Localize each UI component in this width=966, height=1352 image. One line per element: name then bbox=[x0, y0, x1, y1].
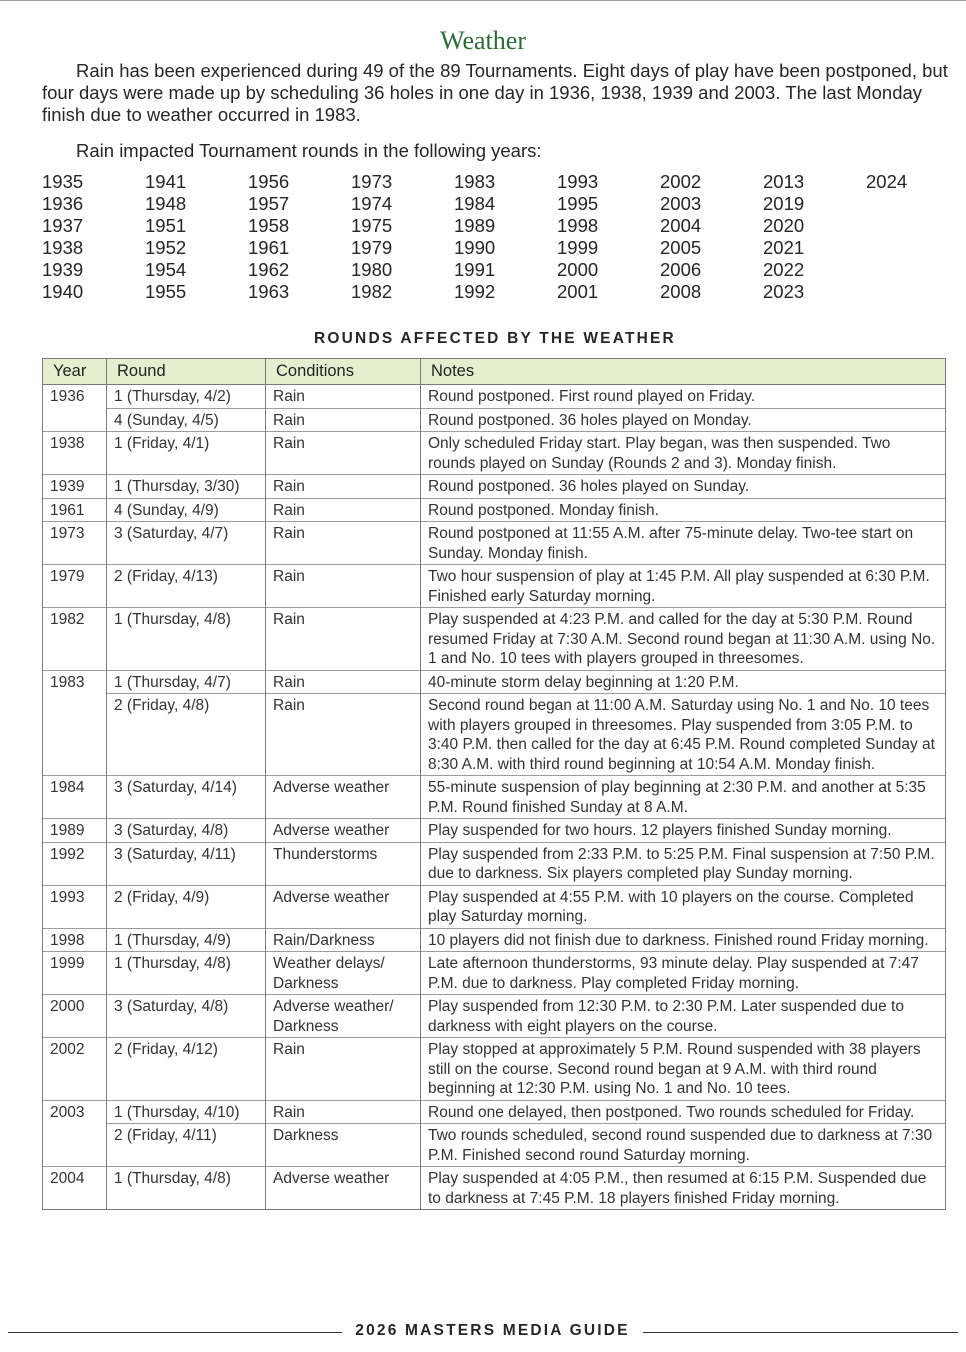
cell-year: 1979 bbox=[43, 565, 107, 608]
year-item: 1991 bbox=[454, 259, 496, 280]
cell-notes: Play suspended at 4:05 P.M., then resumed at 6:15 P.M. Suspended due to darkness at 7:45 P.M. 18 players finished Friday morning. bbox=[421, 1167, 946, 1210]
year-item: 2000 bbox=[557, 259, 599, 280]
year-item: 1963 bbox=[248, 281, 290, 302]
cell-year: 2003 bbox=[43, 1100, 107, 1124]
year-item: 2019 bbox=[763, 193, 805, 214]
year-item: 1952 bbox=[145, 237, 187, 258]
cell-notes: Round postponed. Monday finish. bbox=[421, 498, 946, 522]
footer-text: 2026 MASTERS MEDIA GUIDE bbox=[355, 1322, 630, 1339]
cell-round: 1 (Thursday, 4/7) bbox=[107, 670, 266, 694]
footer bbox=[0, 1322, 966, 1344]
cell-notes: Only scheduled Friday start. Play began, was then suspended. Two rounds played on Sunday (Rounds 2 and 3). Monday finish. bbox=[421, 432, 946, 475]
table-row bbox=[43, 928, 946, 952]
table-row bbox=[43, 694, 946, 776]
cell-conditions: Rain bbox=[266, 608, 421, 671]
cell-conditions: Adverse weather bbox=[266, 885, 421, 928]
cell-notes: 55-minute suspension of play beginning at 2:30 P.M. and another at 5:35 P.M. Round finished Sunday at 8 A.M. bbox=[421, 776, 946, 819]
years-lead-text: Rain impacted Tournament rounds in the following years: bbox=[76, 140, 542, 161]
year-item: 2020 bbox=[763, 215, 805, 236]
cell-year: 1982 bbox=[43, 608, 107, 671]
table-title: ROUNDS AFFECTED BY THE WEATHER bbox=[314, 330, 676, 347]
cell-conditions: Rain bbox=[266, 432, 421, 475]
table-row bbox=[43, 408, 946, 432]
cell-year: 1992 bbox=[43, 842, 107, 885]
cell-notes: Two hour suspension of play at 1:45 P.M. All play suspended at 6:30 P.M. Finished early Saturday morning. bbox=[421, 565, 946, 608]
cell-round: 1 (Thursday, 3/30) bbox=[107, 475, 266, 499]
cell-conditions: Rain bbox=[266, 670, 421, 694]
year-item: 2006 bbox=[660, 259, 702, 280]
table-row bbox=[43, 995, 946, 1038]
year-column bbox=[660, 171, 763, 303]
year-item: 1999 bbox=[557, 237, 599, 258]
table-header-row bbox=[43, 359, 946, 385]
cell-conditions: Rain bbox=[266, 408, 421, 432]
cell-notes: Second round began at 11:00 A.M. Saturday using No. 1 and No. 10 tees with players grouped in threesomes. Play suspended from 3:05 P.M. to 3:40 P.M. then called for the day at 6:45 P.M. Round completed Sunday at 8:30 A.M. with third round beginning at 10:54 A.M. Monday finish. bbox=[421, 694, 946, 776]
year-item: 1961 bbox=[248, 237, 290, 258]
cell-conditions: Rain bbox=[266, 498, 421, 522]
cell-notes: Round postponed. 36 holes played on Sunday. bbox=[421, 475, 946, 499]
year-item: 2024 bbox=[866, 171, 908, 192]
cell-year: 1984 bbox=[43, 776, 107, 819]
table-row bbox=[43, 1167, 946, 1210]
top-rule bbox=[0, 0, 966, 1]
table-row bbox=[43, 1100, 946, 1124]
year-column bbox=[557, 171, 660, 303]
cell-round: 3 (Saturday, 4/14) bbox=[107, 776, 266, 819]
footer-rule-right bbox=[643, 1332, 958, 1333]
cell-round: 2 (Friday, 4/13) bbox=[107, 565, 266, 608]
year-item: 1939 bbox=[42, 259, 84, 280]
intro-text: Rain has been experienced during 49 of the 89 Tournaments. Eight days of play have been postponed, but four days were made up by scheduling 36 holes in one day in 1936, 1938, 1939 and 2003. The last Monday finish due to weather occurred in 1983. bbox=[42, 60, 948, 125]
cell-round: 1 (Thursday, 4/8) bbox=[107, 1167, 266, 1210]
table-row bbox=[43, 952, 946, 995]
year-item: 2021 bbox=[763, 237, 805, 258]
cell-notes: Play suspended from 2:33 P.M. to 5:25 P.M. Final suspension at 7:50 P.M. due to darkness. Six players completed play Sunday morning. bbox=[421, 842, 946, 885]
cell-year: 1999 bbox=[43, 952, 107, 995]
year-item: 1995 bbox=[557, 193, 599, 214]
year-item: 2001 bbox=[557, 281, 599, 302]
cell-round: 2 (Friday, 4/8) bbox=[107, 694, 266, 776]
table-row bbox=[43, 522, 946, 565]
table-row bbox=[43, 565, 946, 608]
year-item: 2008 bbox=[660, 281, 702, 302]
cell-notes: Play suspended for two hours. 12 players finished Sunday morning. bbox=[421, 819, 946, 843]
year-item: 1937 bbox=[42, 215, 84, 236]
cell-conditions: Rain bbox=[266, 1100, 421, 1124]
year-item: 2022 bbox=[763, 259, 805, 280]
cell-year: 1998 bbox=[43, 928, 107, 952]
cell-notes: Play suspended at 4:23 P.M. and called for the day at 5:30 P.M. Round resumed Friday at 7:30 A.M. Second round began at 11:30 A.M. using No. 1 and No. 10 tees with players grouped in threesomes. bbox=[421, 608, 946, 671]
page-title: Weather bbox=[440, 26, 526, 55]
table-row bbox=[43, 475, 946, 499]
cell-year: 1983 bbox=[43, 670, 107, 694]
year-item: 1974 bbox=[351, 193, 393, 214]
cell-year: 1989 bbox=[43, 819, 107, 843]
cell-year bbox=[43, 1124, 107, 1167]
cell-conditions: Thunderstorms bbox=[266, 842, 421, 885]
year-item: 1938 bbox=[42, 237, 84, 258]
year-column bbox=[866, 171, 966, 303]
cell-round: 3 (Saturday, 4/11) bbox=[107, 842, 266, 885]
cell-round: 4 (Sunday, 4/5) bbox=[107, 408, 266, 432]
year-item: 2002 bbox=[660, 171, 702, 192]
year-item: 2013 bbox=[763, 171, 805, 192]
cell-notes: Two rounds scheduled, second round suspended due to darkness at 7:30 P.M. Finished second round Saturday morning. bbox=[421, 1124, 946, 1167]
cell-year: 1938 bbox=[43, 432, 107, 475]
cell-notes: Play suspended from 12:30 P.M. to 2:30 P.M. Later suspended due to darkness with eight players on the course. bbox=[421, 995, 946, 1038]
year-item: 1936 bbox=[42, 193, 84, 214]
cell-year: 1936 bbox=[43, 385, 107, 409]
table-row bbox=[43, 498, 946, 522]
cell-conditions: Rain bbox=[266, 385, 421, 409]
year-item: 1935 bbox=[42, 171, 84, 192]
cell-notes: Round one delayed, then postponed. Two rounds scheduled for Friday. bbox=[421, 1100, 946, 1124]
year-item: 1983 bbox=[454, 171, 496, 192]
year-item: 1993 bbox=[557, 171, 599, 192]
year-item: 1956 bbox=[248, 171, 290, 192]
cell-notes: Late afternoon thunderstorms, 93 minute delay. Play suspended at 7:47 P.M. due to darkness. Play completed Friday morning. bbox=[421, 952, 946, 995]
year-item: 1984 bbox=[454, 193, 496, 214]
year-column bbox=[763, 171, 866, 303]
cell-conditions: Rain bbox=[266, 522, 421, 565]
cell-round: 1 (Thursday, 4/10) bbox=[107, 1100, 266, 1124]
cell-year: 1973 bbox=[43, 522, 107, 565]
year-item: 1958 bbox=[248, 215, 290, 236]
year-item: 2005 bbox=[660, 237, 702, 258]
year-item: 1975 bbox=[351, 215, 393, 236]
cell-round: 1 (Thursday, 4/8) bbox=[107, 952, 266, 995]
year-column bbox=[42, 171, 145, 303]
year-item: 1979 bbox=[351, 237, 393, 258]
cell-notes: Round postponed at 11:55 A.M. after 75-minute delay. Two-tee start on Sunday. Monday finish. bbox=[421, 522, 946, 565]
year-column bbox=[454, 171, 557, 303]
year-item: 1962 bbox=[248, 259, 290, 280]
cell-round: 3 (Saturday, 4/7) bbox=[107, 522, 266, 565]
table-row bbox=[43, 885, 946, 928]
cell-notes: Play stopped at approximately 5 P.M. Round suspended with 38 players still on the course. Second round began at 9 A.M. with third round beginning at 12:30 P.M. using No. 1 and No. 10 tees. bbox=[421, 1038, 946, 1101]
rounds-table bbox=[42, 358, 946, 1210]
table-row bbox=[43, 385, 946, 409]
cell-round: 3 (Saturday, 4/8) bbox=[107, 995, 266, 1038]
table-row bbox=[43, 1038, 946, 1101]
table-row bbox=[43, 1124, 946, 1167]
year-item: 1955 bbox=[145, 281, 187, 302]
cell-conditions: Adverse weather bbox=[266, 819, 421, 843]
cell-round: 1 (Thursday, 4/8) bbox=[107, 608, 266, 671]
year-column bbox=[248, 171, 351, 303]
cell-notes: Round postponed. First round played on Friday. bbox=[421, 385, 946, 409]
year-column bbox=[351, 171, 454, 303]
cell-conditions: Rain bbox=[266, 475, 421, 499]
footer-rule-left bbox=[8, 1332, 342, 1333]
year-item: 1954 bbox=[145, 259, 187, 280]
table-row bbox=[43, 608, 946, 671]
year-item: 1982 bbox=[351, 281, 393, 302]
cell-notes: Play suspended at 4:55 P.M. with 10 players on the course. Completed play Saturday morning. bbox=[421, 885, 946, 928]
year-item: 1948 bbox=[145, 193, 187, 214]
year-item: 1941 bbox=[145, 171, 187, 192]
header-round: Round bbox=[107, 359, 266, 385]
cell-round: 3 (Saturday, 4/8) bbox=[107, 819, 266, 843]
table-row bbox=[43, 842, 946, 885]
header-conditions: Conditions bbox=[266, 359, 421, 385]
table-row bbox=[43, 432, 946, 475]
header-year: Year bbox=[43, 359, 107, 385]
table-row bbox=[43, 819, 946, 843]
cell-notes: Round postponed. 36 holes played on Monday. bbox=[421, 408, 946, 432]
year-item: 1989 bbox=[454, 215, 496, 236]
header-notes: Notes bbox=[421, 359, 946, 385]
year-item: 2003 bbox=[660, 193, 702, 214]
cell-conditions: Rain bbox=[266, 694, 421, 776]
cell-conditions: Darkness bbox=[266, 1124, 421, 1167]
year-column bbox=[145, 171, 248, 303]
cell-conditions: Adverse weather bbox=[266, 1167, 421, 1210]
cell-conditions: Rain bbox=[266, 1038, 421, 1101]
cell-round: 2 (Friday, 4/11) bbox=[107, 1124, 266, 1167]
table-row bbox=[43, 776, 946, 819]
cell-year: 2000 bbox=[43, 995, 107, 1038]
year-item: 1957 bbox=[248, 193, 290, 214]
cell-conditions: Weather delays/ Darkness bbox=[266, 952, 421, 995]
year-item: 2004 bbox=[660, 215, 702, 236]
cell-conditions: Rain bbox=[266, 565, 421, 608]
cell-round: 1 (Friday, 4/1) bbox=[107, 432, 266, 475]
cell-notes: 40-minute storm delay beginning at 1:20 P.M. bbox=[421, 670, 946, 694]
cell-notes: 10 players did not finish due to darkness. Finished round Friday morning. bbox=[421, 928, 946, 952]
year-item: 1980 bbox=[351, 259, 393, 280]
year-item: 1951 bbox=[145, 215, 187, 236]
cell-year: 1961 bbox=[43, 498, 107, 522]
cell-year: 2004 bbox=[43, 1167, 107, 1210]
cell-round: 1 (Thursday, 4/9) bbox=[107, 928, 266, 952]
cell-conditions: Adverse weather/ Darkness bbox=[266, 995, 421, 1038]
cell-round: 2 (Friday, 4/9) bbox=[107, 885, 266, 928]
year-item: 2023 bbox=[763, 281, 805, 302]
intro-paragraph bbox=[42, 60, 954, 126]
cell-round: 1 (Thursday, 4/2) bbox=[107, 385, 266, 409]
cell-year: 1939 bbox=[43, 475, 107, 499]
cell-year: 1993 bbox=[43, 885, 107, 928]
year-item: 1940 bbox=[42, 281, 84, 302]
cell-year bbox=[43, 408, 107, 432]
cell-round: 2 (Friday, 4/12) bbox=[107, 1038, 266, 1101]
year-item: 1990 bbox=[454, 237, 496, 258]
cell-year bbox=[43, 694, 107, 776]
table-row bbox=[43, 670, 946, 694]
rain-years-grid bbox=[42, 171, 952, 303]
cell-conditions: Adverse weather bbox=[266, 776, 421, 819]
year-item: 1973 bbox=[351, 171, 393, 192]
year-item: 1998 bbox=[557, 215, 599, 236]
cell-conditions: Rain/Darkness bbox=[266, 928, 421, 952]
cell-year: 2002 bbox=[43, 1038, 107, 1101]
year-item: 1992 bbox=[454, 281, 496, 302]
cell-round: 4 (Sunday, 4/9) bbox=[107, 498, 266, 522]
